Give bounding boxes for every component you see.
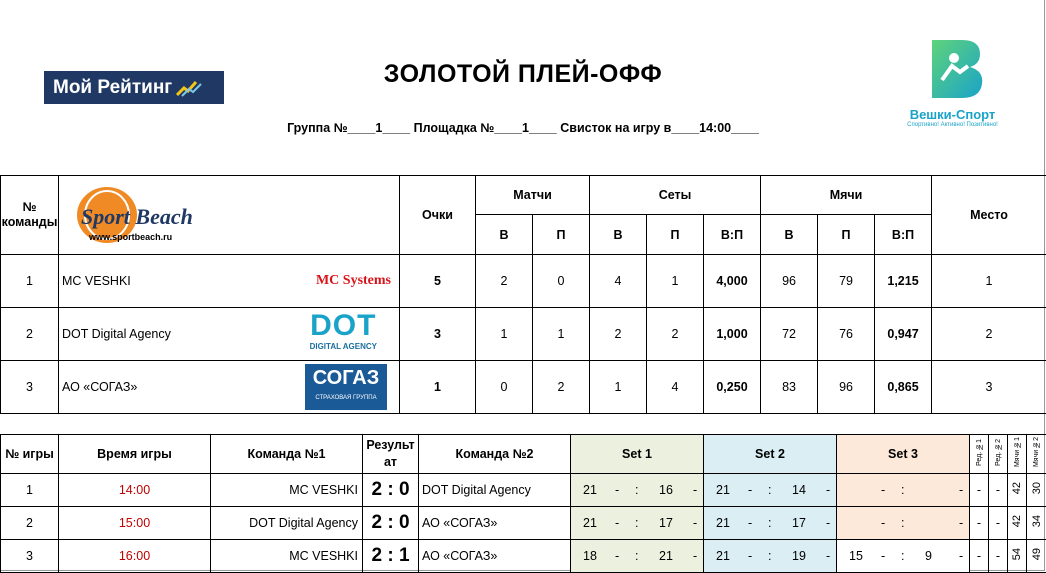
sets-ratio: 1,000 (704, 308, 761, 361)
balls2 (1027, 474, 1046, 507)
set-score-a: 15 (849, 549, 863, 563)
result-team2: 0 (399, 512, 410, 533)
dot-logo-text: DOT (310, 310, 377, 342)
result-team2: 1 (399, 545, 410, 566)
sets-lost: 2 (647, 308, 704, 361)
game-row (1, 540, 1046, 573)
sub-balls-w: В (761, 215, 818, 255)
place: 3 (932, 361, 1046, 414)
edit1: - (970, 474, 989, 507)
edit1: - (970, 507, 989, 540)
sub-sets-w: В (590, 215, 647, 255)
game-time: 16:00 (59, 540, 211, 573)
game-team2: АО «СОГАЗ» (419, 507, 571, 540)
game-team2: DOT Digital Agency (419, 474, 571, 507)
balls-ratio: 0,947 (875, 308, 932, 361)
sets-ratio: 0,250 (704, 361, 761, 414)
team-name: АО «СОГАЗ» (62, 380, 137, 394)
balls-lost: 96 (818, 361, 875, 414)
col-set1: Set 1 (571, 435, 704, 474)
col-game-num: № игры (1, 435, 59, 474)
col-e1-label: Ред. №1 (976, 439, 983, 466)
col-e1 (970, 435, 989, 474)
sets-won: 4 (590, 255, 647, 308)
matches-lost: 1 (533, 308, 590, 361)
matches-won: 0 (476, 361, 533, 414)
sub-matches-w: В (476, 215, 533, 255)
balls-won: 83 (761, 361, 818, 414)
dot-logo-sub: DIGITAL AGENCY (310, 342, 377, 351)
set-score-b: 17 (792, 516, 806, 530)
standings-row (1, 255, 1046, 308)
sub-balls-ratio: В:П (875, 215, 932, 255)
team-name: MC VESHKI (62, 274, 131, 288)
game-result: 2 : 1 (363, 540, 419, 573)
set1-score: 18 - : 21 - (571, 540, 704, 573)
team-num: 3 (1, 361, 59, 414)
col-b2-label: Мячи №2 (1033, 437, 1040, 467)
standings-table (0, 175, 1046, 414)
col-b1-label: Мячи №1 (1014, 437, 1021, 467)
standings-row (1, 361, 1046, 414)
matches-won: 1 (476, 308, 533, 361)
balls1 (1008, 507, 1027, 540)
balls-ratio: 0,865 (875, 361, 932, 414)
edit2: - (989, 507, 1008, 540)
team-name: DOT Digital Agency (62, 327, 171, 341)
col-sets: Сеты (590, 176, 761, 215)
set-score-a: 21 (583, 516, 597, 530)
edit2: - (989, 540, 1008, 573)
page-title: ЗОЛОТОЙ ПЛЕЙ-ОФФ (300, 60, 746, 89)
set2-score: 21 - : 17 - (704, 507, 837, 540)
result-team1: 2 (371, 512, 382, 533)
set-score-b: 17 (659, 516, 673, 530)
points: 1 (400, 361, 476, 414)
game-time: 14:00 (59, 474, 211, 507)
balls1 (1008, 474, 1027, 507)
balls-lost: 79 (818, 255, 875, 308)
game-num: 3 (1, 540, 59, 573)
sponsor-logo-sogaz (305, 364, 387, 410)
col-balls: Мячи (761, 176, 932, 215)
set-score-b: 19 (792, 549, 806, 563)
logo-right-name: Вешки-Спорт (895, 107, 1010, 122)
set-score-a: 18 (583, 549, 597, 563)
sub-sets-l: П (647, 215, 704, 255)
sogaz-logo-text: СОГАЗ (305, 364, 387, 392)
sponsor-logo-mc-systems: MC Systems (316, 273, 391, 289)
game-team1: MC VESHKI (211, 474, 363, 507)
sets-won: 1 (590, 361, 647, 414)
game-num: 2 (1, 507, 59, 540)
set-score-b: 14 (792, 483, 806, 497)
balls1-value: 42 (1011, 482, 1023, 494)
game-team1: DOT Digital Agency (211, 507, 363, 540)
set-score-a: 21 (583, 483, 597, 497)
result-team1: 2 (371, 545, 382, 566)
team-num: 2 (1, 308, 59, 361)
game-result: 2 : 0 (363, 507, 419, 540)
sets-ratio: 4,000 (704, 255, 761, 308)
game-team1: MC VESHKI (211, 540, 363, 573)
col-set3: Set 3 (837, 435, 970, 474)
game-num: 1 (1, 474, 59, 507)
matches-lost: 2 (533, 361, 590, 414)
sets-won: 2 (590, 308, 647, 361)
set3-score: - : - (837, 507, 970, 540)
sets-lost: 1 (647, 255, 704, 308)
col-b1 (1008, 435, 1027, 474)
page-subtitle: Группа №____1____ Площадка №____1____ Свисток на игру в____14:00____ (200, 121, 846, 135)
balls2-value: 30 (1031, 482, 1043, 494)
balls2 (1027, 507, 1046, 540)
set-score-b: 16 (659, 483, 673, 497)
col-e2 (989, 435, 1008, 474)
sub-matches-l: П (533, 215, 590, 255)
sogaz-logo-sub: СТРАХОВАЯ ГРУППА (305, 392, 387, 404)
balls1-value: 54 (1011, 548, 1023, 560)
team-cell (59, 308, 400, 361)
game-time: 15:00 (59, 507, 211, 540)
result-team1: 2 (371, 479, 382, 500)
set3-score: - : - (837, 474, 970, 507)
logo-right-slogan: Спортивно! Активно! Позитивно! (895, 122, 1010, 128)
col-e2-label: Ред. №2 (995, 439, 1002, 466)
standings-row (1, 308, 1046, 361)
sport-beach-logo (67, 182, 207, 252)
col-points: Очки (400, 176, 476, 255)
balls-lost: 76 (818, 308, 875, 361)
set2-score: 21 - : 19 - (704, 540, 837, 573)
col-time: Время игры (59, 435, 211, 474)
balls-won: 96 (761, 255, 818, 308)
moy-reyting-logo (44, 71, 224, 104)
games-table (0, 434, 1046, 573)
game-team2: АО «СОГАЗ» (419, 540, 571, 573)
result-team2: 0 (399, 479, 410, 500)
edit1: - (970, 540, 989, 573)
sport-beach-logo-cell (59, 176, 400, 255)
set-score-a: 21 (716, 516, 730, 530)
set-score-b: 21 (659, 549, 673, 563)
game-result: 2 : 0 (363, 474, 419, 507)
col-team2: Команда №2 (419, 435, 571, 474)
matches-lost: 0 (533, 255, 590, 308)
balls1-value: 42 (1011, 515, 1023, 527)
matches-won: 2 (476, 255, 533, 308)
chart-trend-icon (176, 79, 202, 97)
sets-lost: 4 (647, 361, 704, 414)
set-score-a: 21 (716, 549, 730, 563)
logo-url: www.sportbeach.ru (88, 232, 172, 242)
balls2 (1027, 540, 1046, 573)
balls1 (1008, 540, 1027, 573)
balls-ratio: 1,215 (875, 255, 932, 308)
col-b2 (1027, 435, 1046, 474)
col-team1: Команда №1 (211, 435, 363, 474)
col-set2: Set 2 (704, 435, 837, 474)
balls2-value: 49 (1031, 548, 1043, 560)
logo-title: Sport Beach (81, 204, 193, 229)
veshki-sport-logo (895, 36, 1010, 136)
edit2: - (989, 474, 1008, 507)
place: 2 (932, 308, 1046, 361)
team-cell (59, 361, 400, 414)
sub-sets-ratio: В:П (704, 215, 761, 255)
logo-left-text: Мой Рейтинг (53, 77, 172, 99)
col-team-num: № команды (1, 176, 59, 255)
team-num: 1 (1, 255, 59, 308)
set1-score: 21 - : 16 - (571, 474, 704, 507)
sub-balls-l: П (818, 215, 875, 255)
col-result: Результат (363, 435, 419, 474)
set-score-a: 21 (716, 483, 730, 497)
set1-score: 21 - : 17 - (571, 507, 704, 540)
col-matches: Матчи (476, 176, 590, 215)
balls-won: 72 (761, 308, 818, 361)
set3-score: 15 - : 9 - (837, 540, 970, 573)
game-row (1, 507, 1046, 540)
team-cell (59, 255, 400, 308)
set2-score: 21 - : 14 - (704, 474, 837, 507)
balls2-value: 34 (1031, 515, 1043, 527)
set-score-b: 9 (925, 549, 932, 563)
points: 5 (400, 255, 476, 308)
points: 3 (400, 308, 476, 361)
veshki-b-icon (918, 36, 988, 100)
col-place: Место (932, 176, 1046, 255)
game-row (1, 474, 1046, 507)
place: 1 (932, 255, 1046, 308)
sponsor-logo-dot (310, 310, 377, 351)
